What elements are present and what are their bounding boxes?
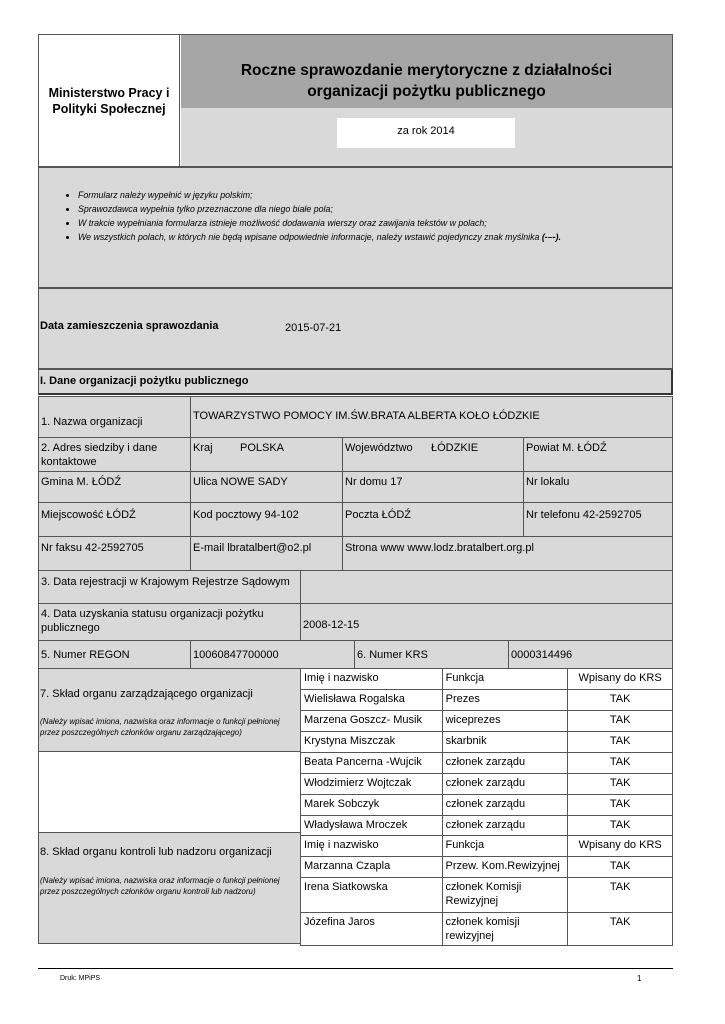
- table-header-cell: Wpisany do KRS: [568, 669, 673, 690]
- regon-value: 10060847700000: [193, 649, 279, 661]
- board-left-blank: [38, 751, 301, 833]
- member-name: Józefina Jaros: [301, 913, 443, 946]
- woj-label: Województwo: [345, 442, 413, 454]
- instructions-list: [58, 188, 663, 244]
- krs-label: 6. Numer KRS: [357, 649, 428, 661]
- address-label: 2. Adres siedziby i dane kontaktowe: [41, 442, 158, 468]
- miejscowosc-value: Miejscowość ŁÓDŹ: [41, 509, 136, 521]
- member-krs: TAK: [568, 732, 673, 753]
- member-krs: TAK: [568, 878, 673, 913]
- table-row: [301, 711, 673, 732]
- regon-label: 5. Numer REGON: [41, 649, 130, 661]
- table-row: [301, 774, 673, 795]
- krs-value: 0000314496: [511, 649, 573, 661]
- member-krs: TAK: [568, 795, 673, 816]
- kraj-value: POLSKA: [240, 442, 285, 454]
- instruction-item: • We wszystkich polach, w których nie będą wpisane odpowiednie informacje, należy wstawić pojedynczy znak myślnika (-–-).: [78, 230, 663, 244]
- name-label: 1. Nazwa organizacji: [41, 416, 143, 428]
- opp-value: 2008-12-15: [303, 619, 360, 631]
- board-label: 7. Skład organu zarządzającego organizacji: [40, 688, 253, 700]
- control-note: (Należy wpisać imiona, nazwiska oraz informacje o funkcji pełnionej przez poszczególnych członków organu kontroli lub nadzoru): [40, 876, 280, 896]
- kraj-label: Kraj: [193, 442, 213, 454]
- table-row: [301, 795, 673, 816]
- powiat-value: Powiat M. ŁÓDŹ: [526, 442, 607, 454]
- control-table: [300, 835, 673, 946]
- member-name: Władysława Mroczek: [301, 816, 443, 837]
- member-krs: TAK: [568, 816, 673, 837]
- table-header-row: [301, 669, 673, 690]
- year-field: za rok 2014: [337, 118, 515, 148]
- krs-reg-value-cell: [300, 570, 673, 604]
- member-function: skarbnik: [442, 732, 568, 753]
- member-function: wiceprezes: [442, 711, 568, 732]
- table-row: [301, 913, 673, 946]
- ministry-name: Ministerstwo Pracy i Polityki Społecznej: [48, 85, 170, 116]
- faks-value: Nr faksu 42-2592705: [41, 542, 144, 554]
- org-grid: [38, 396, 673, 669]
- table-row: [301, 857, 673, 878]
- member-function: członek zarządu: [442, 816, 568, 837]
- member-function: Prezes: [442, 690, 568, 711]
- footer-print: Druk: MPiPS: [60, 975, 101, 982]
- form-title: Roczne sprawozdanie merytoryczne z działalności organizacji pożytku publicznego: [240, 62, 613, 100]
- opp-label: 4. Data uzyskania statusu organizacji pożytku publicznego: [41, 608, 264, 634]
- member-name: Irena Siatkowska: [301, 878, 443, 913]
- member-function: członek Komisji Rewizyjnej: [442, 878, 568, 913]
- instruction-item: • Formularz należy wypełnić w języku polskim;: [78, 188, 663, 202]
- footer-page-number: 1: [637, 974, 642, 983]
- member-function: członek zarządu: [442, 753, 568, 774]
- nr-lokalu-value: Nr lokalu: [526, 476, 570, 488]
- member-function: członek komisji rewizyjnej: [442, 913, 568, 946]
- table-header-cell: Imię i nazwisko: [301, 669, 443, 690]
- table-header-cell: Funkcja: [442, 836, 568, 857]
- krs-reg-label: 3. Data rejestracji w Krajowym Rejestrze Sądowym: [41, 576, 290, 588]
- member-krs: TAK: [568, 774, 673, 795]
- board-note: (Należy wpisać imiona, nazwiska oraz informacje o funkcji pełnionej przez poszczególnych członków organu zarządzającego): [40, 717, 280, 737]
- control-label: 8. Skład organu kontroli lub nadzoru organizacji: [40, 846, 272, 858]
- instruction-item: • W trakcie wypełniania formularza istnieje możliwość dodawania wierszy oraz zawijania tekstów w polach;: [78, 216, 663, 230]
- ulica-value: Ulica NOWE SADY: [193, 476, 288, 488]
- email-value: E-mail lbratalbert@o2.pl: [193, 542, 312, 554]
- woj-value: ŁÓDZKIE: [431, 442, 479, 454]
- member-krs: TAK: [568, 857, 673, 878]
- nr-domu-value: Nr domu 17: [345, 476, 403, 488]
- table-row: [301, 878, 673, 913]
- member-name: Beata Pancerna -Wujcik: [301, 753, 443, 774]
- name-value: TOWARZYSTWO POMOCY IM.ŚW.BRATA ALBERTA KOŁO ŁÓDZKIE: [193, 410, 540, 422]
- member-krs: TAK: [568, 913, 673, 946]
- instruction-item: • Sprawozdawca wypełnia tylko przeznaczone dla niego białe pola;: [78, 202, 663, 216]
- www-value: Strona www www.lodz.bratalbert.org.pl: [345, 542, 534, 554]
- member-krs: TAK: [568, 711, 673, 732]
- table-row: [301, 816, 673, 837]
- board-label-cell: [38, 668, 301, 752]
- table-header-cell: Funkcja: [442, 669, 568, 690]
- gmina-value: Gmina M. ŁÓDŹ: [41, 476, 122, 488]
- footer-rule: [38, 968, 673, 969]
- table-header-row: [301, 836, 673, 857]
- table-row: [301, 690, 673, 711]
- member-name: Włodzimierz Wojtczak: [301, 774, 443, 795]
- table-header-cell: Imię i nazwisko: [301, 836, 443, 857]
- member-name: Marzena Goszcz- Musik: [301, 711, 443, 732]
- member-krs: TAK: [568, 753, 673, 774]
- member-name: Wielisława Rogalska: [301, 690, 443, 711]
- poczta-value: Poczta ŁÓDŹ: [345, 509, 412, 521]
- member-function: członek zarządu: [442, 774, 568, 795]
- member-name: Krystyna Miszczak: [301, 732, 443, 753]
- ministry-cell: [39, 35, 180, 166]
- date-label: Data zamieszczenia sprawozdania: [40, 320, 219, 332]
- telefon-value: Nr telefonu 42-2592705: [526, 509, 642, 521]
- member-function: członek zarządu: [442, 795, 568, 816]
- member-function: Przew. Kom.Rewizyjnej: [442, 857, 568, 878]
- table-row: [301, 753, 673, 774]
- member-krs: TAK: [568, 690, 673, 711]
- section1-title: I. Dane organizacji pożytku publicznego: [40, 375, 249, 387]
- kod-value: Kod pocztowy 94-102: [193, 509, 299, 521]
- table-row: [301, 732, 673, 753]
- member-name: Marek Sobczyk: [301, 795, 443, 816]
- member-name: Marzanna Czapla: [301, 857, 443, 878]
- board-table: [300, 668, 673, 837]
- date-value: 2015-07-21: [285, 322, 342, 334]
- table-header-cell: Wpisany do KRS: [568, 836, 673, 857]
